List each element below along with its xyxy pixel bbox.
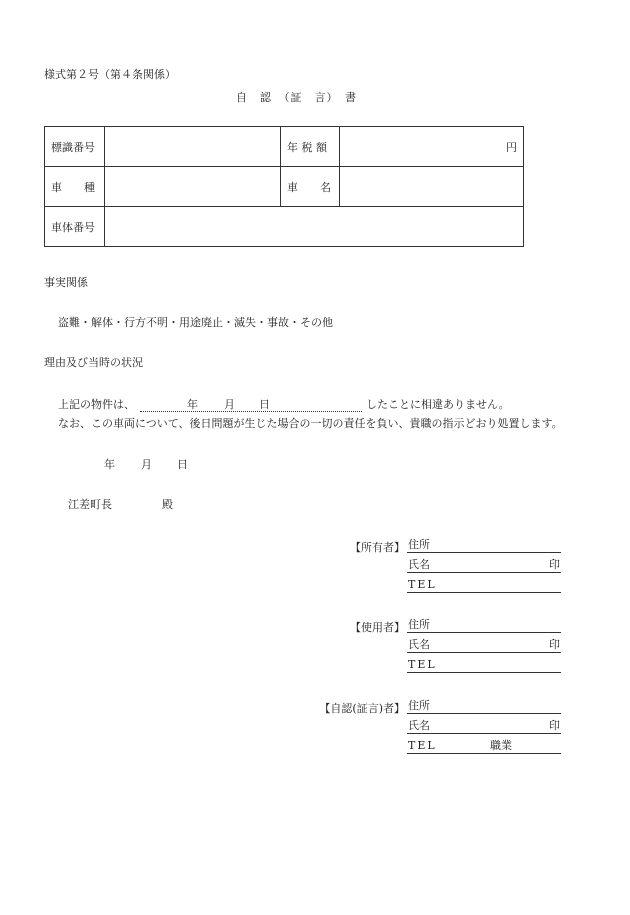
annual-tax-label: 年 税 額 — [281, 127, 340, 167]
table-row — [45, 207, 524, 247]
vehicle-name-field[interactable] — [340, 167, 524, 207]
facts-heading: 事実関係 — [44, 276, 88, 289]
name-label: 氏名 — [408, 558, 430, 571]
incident-year-label: 年 — [187, 398, 198, 411]
facts-options: 盗難・解体・行方不明・用途廃止・滅失・事故・その他 — [58, 316, 333, 329]
yen-unit: 円 — [506, 140, 517, 154]
vehicle-info-table — [44, 126, 524, 247]
plate-number-field[interactable] — [105, 127, 281, 167]
document-title: 自 認 （証 言） 書 — [236, 91, 357, 104]
witness-name-field[interactable] — [407, 719, 561, 734]
annual-tax-field[interactable] — [340, 127, 524, 167]
owner-address-field[interactable] — [407, 538, 561, 553]
owner-tel-field[interactable] — [407, 578, 561, 593]
occupation-label: 職業 — [490, 739, 512, 752]
user-name-field[interactable] — [407, 638, 561, 653]
chassis-number-field[interactable] — [105, 207, 524, 247]
form-number: 様式第２号（第４条関係） — [44, 68, 176, 81]
tel-label: TEL — [408, 658, 437, 671]
witness-address-field[interactable] — [407, 699, 561, 714]
reason-line-suffix: したことに相違ありません。 — [366, 398, 510, 411]
seal-label: 印 — [549, 638, 560, 651]
reason-line-prefix: 上記の物件は、 — [58, 398, 135, 411]
witness-tel-field[interactable] — [407, 739, 561, 754]
user-address-field[interactable] — [407, 618, 561, 633]
name-label: 氏名 — [408, 719, 430, 732]
address-label: 住所 — [408, 538, 430, 551]
user-tel-field[interactable] — [407, 658, 561, 673]
table-row — [45, 167, 524, 207]
chassis-number-label: 車体番号 — [45, 207, 105, 247]
user-role-label: 【使用者】 — [350, 621, 405, 634]
date-year-label: 年 — [104, 458, 115, 471]
owner-role-label: 【所有者】 — [350, 541, 405, 554]
addressee-name: 江差町長 — [68, 498, 112, 511]
incident-date-field[interactable] — [140, 398, 362, 412]
table-row — [45, 127, 524, 167]
address-label: 住所 — [408, 699, 430, 712]
seal-label: 印 — [549, 719, 560, 732]
witness-role-label: 【自認(証言)者】 — [319, 702, 405, 715]
responsibility-statement: なお、この車両について、後日問題が生じた場合の一切の責任を負い、貴職の指示どおり処置します。 — [58, 417, 563, 430]
owner-name-field[interactable] — [407, 558, 561, 573]
addressee-honorific: 殿 — [162, 498, 173, 511]
incident-day-label: 日 — [259, 398, 270, 411]
name-label: 氏名 — [408, 638, 430, 651]
date-month-label: 月 — [141, 458, 152, 471]
incident-month-label: 月 — [224, 398, 235, 411]
vehicle-type-field[interactable] — [105, 167, 281, 207]
vehicle-type-label: 車 種 — [45, 167, 105, 207]
reason-heading: 理由及び当時の状況 — [44, 356, 143, 369]
address-label: 住所 — [408, 618, 430, 631]
date-day-label: 日 — [177, 458, 188, 471]
seal-label: 印 — [549, 558, 560, 571]
plate-number-label: 標識番号 — [45, 127, 105, 167]
tel-label: TEL — [408, 739, 437, 752]
tel-label: TEL — [408, 578, 437, 591]
vehicle-name-label: 車 名 — [281, 167, 340, 207]
